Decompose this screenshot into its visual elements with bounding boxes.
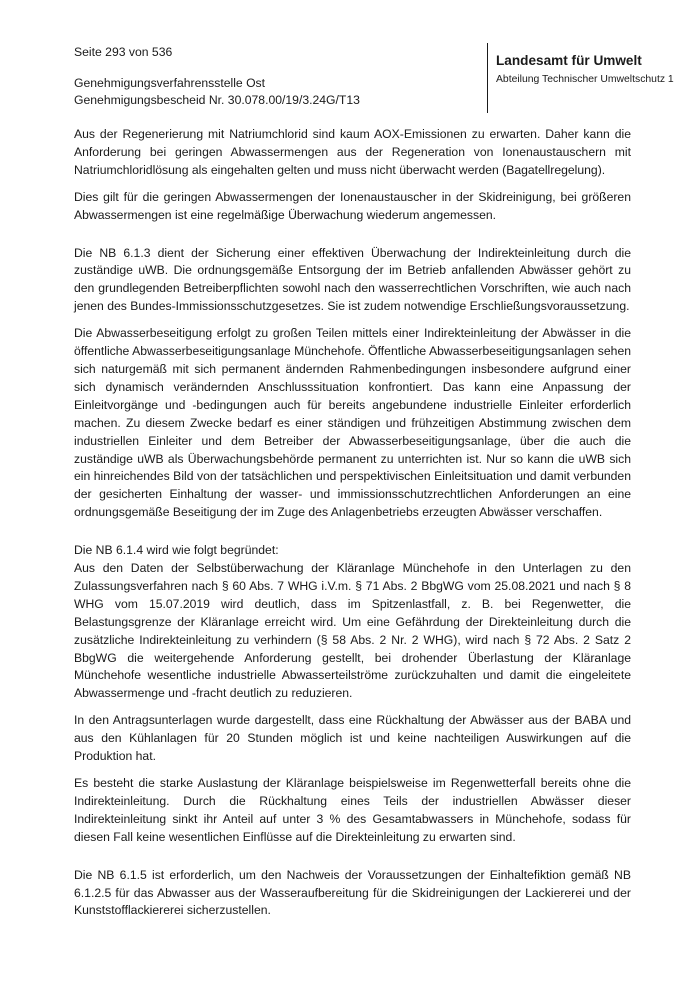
paragraph: Dies gilt für die geringen Abwassermengen der Ionenaustauscher in der Skidreinigung, bei größeren Abwassermengen ist eine regelmäßige Überwachung wiederum angemessen. (74, 189, 631, 222)
notice-number: Genehmigungsbescheid Nr. 30.078.00/19/3.24G/T13 (74, 93, 360, 107)
paragraph: Aus den Daten der Selbstüberwachung der Kläranlage Münchehofe in den Unterlagen zu den Zulassungsverfahren nach § 60 Abs. 7 WHG i.V.m. § 71 Abs. 2 BbgWG vom 25.08.2021 und nach § 8 WHG vom 15.07.2019 wird deutlich, dass im Spitzenlastfall, z. B. bei Regenwetter, die Belastungsgrenze der Kläranlage erreicht wird. Um eine Gefährdung der Direkteinleitung durch die zusätzliche Indirekteinleitung zu verhindern (§ 58 Abs. 2 Nr. 2 WHG), wird nach § 72 Abs. 2 Satz 2 BbgWG die weitergehende Anforderung gestellt, bei drohender Überlastung der Kläranlage Münchehofe wesentliche industrielle Abwasserteilströme zurückzuhalten und damit die eingeleitete Abwassermenge und -fracht deutlich zu reduzieren. (74, 561, 631, 701)
page-header (0, 0, 700, 120)
section-intro: Die NB 6.1.4 wird wie folgt begründet: (74, 543, 279, 558)
paragraph: Die NB 6.1.3 dient der Sicherung einer effektiven Überwachung der Indirekteinleitung durch die zuständige uWB. Die ordnungsgemäße Entsorgung der im Betrieb anfallenden Abwässer gehört zu den grundlegenden Betreiberpflichten sowohl nach den wasserrechtlichen Vorschriften, wie auch nach jenen des Bundes-Immissionsschutzgesetzes. Sie ist zudem notwendige Erschließungsvoraussetzung. (74, 245, 631, 314)
department-name: Abteilung Technischer Umweltschutz 1 (496, 74, 674, 85)
header-right (487, 43, 674, 113)
paragraph: Die Abwasserbeseitigung erfolgt zu großen Teilen mittels einer Indirekteinleitung der Abwässer in die öffentliche Abwasserbeseitigungsanlage Münchehofe. Öffentliche Abwasserbeseitigungsanlagen sehen sich naturgemäß mit sich permanent ändernden Rahmenbedingungen insbesondere aufgrund einer sich dynamisch verändernden Anschlusssituation konfrontiert. Das kann eine Anpassung der Einleitvorgänge und -bedingungen auch für bereits angebundene industrielle Einleiter erforderlich machen. Zu diesem Zwecke bedarf es einer ständigen und frühzeitigen Abstimmung zwischen dem industriellen Einleiter und dem Betreiber der Abwasserbeseitigungsanlage, über die auch die zuständige uWB als Überwachungsbehörde permanent zu unterrichten ist. Nur so kann die uWB sich ein hinreichendes Bild von der tatsächlichen und perspektivischen Einleitsituation und damit verbunden der gesicherten Einhaltung der wasser- und immissionsschutzrechtlichen Anforderungen an eine ordnungsgemäße Beseitigung der im Zuge des Anlagenbetriebs erzeugten Abwässer verschaffen. (74, 326, 631, 520)
paragraph: Die NB 6.1.5 ist erforderlich, um den Nachweis der Voraussetzungen der Einhaltefiktion gemäß NB 6.1.2.5 für das Abwasser aus der Wasseraufbereitung für die Skidreinigungen der Lackiererei und der Kunststofflackiererei sicherzustellen. (74, 867, 631, 918)
authority-name: Landesamt für Umwelt (496, 53, 642, 68)
paragraph: Aus der Regenerierung mit Natriumchlorid sind kaum AOX-Emissionen zu erwarten. Daher kann die Anforderung bei geringen Abwassermengen aus der Regeneration von Ionenaustauschern mit Natriumchloridlösung als eingehalten gelten und muss nicht überwacht werden (Bagatellregelung). (74, 127, 631, 177)
document-body (74, 126, 631, 929)
paragraph: In den Antragsunterlagen wurde dargestellt, dass eine Rückhaltung der Abwässer aus der BABA und aus den Kühlanlagen für 20 Stunden möglich ist und keine nachteiligen Auswirkungen auf die Produktion hat. (74, 713, 631, 764)
paragraph: Es besteht die starke Auslastung der Kläranlage beispielsweise im Regenwetterfall bereits ohne die Indirekteinleitung. Durch die Rückhaltung eines Teils der industriellen Abwässer dieser Indirekteinleitung sinkt ihr Anteil auf unter 3 % des Gesamtabwassers in Münchehofe, sodass für diesen Fall keine wesentlichen Einflüsse auf die Direkteinleitung zu erwarten sind. (74, 776, 631, 844)
header-left (74, 44, 360, 109)
office-name: Genehmigungsverfahrensstelle Ost (74, 76, 266, 90)
page-number: Seite 293 von 536 (74, 45, 173, 59)
